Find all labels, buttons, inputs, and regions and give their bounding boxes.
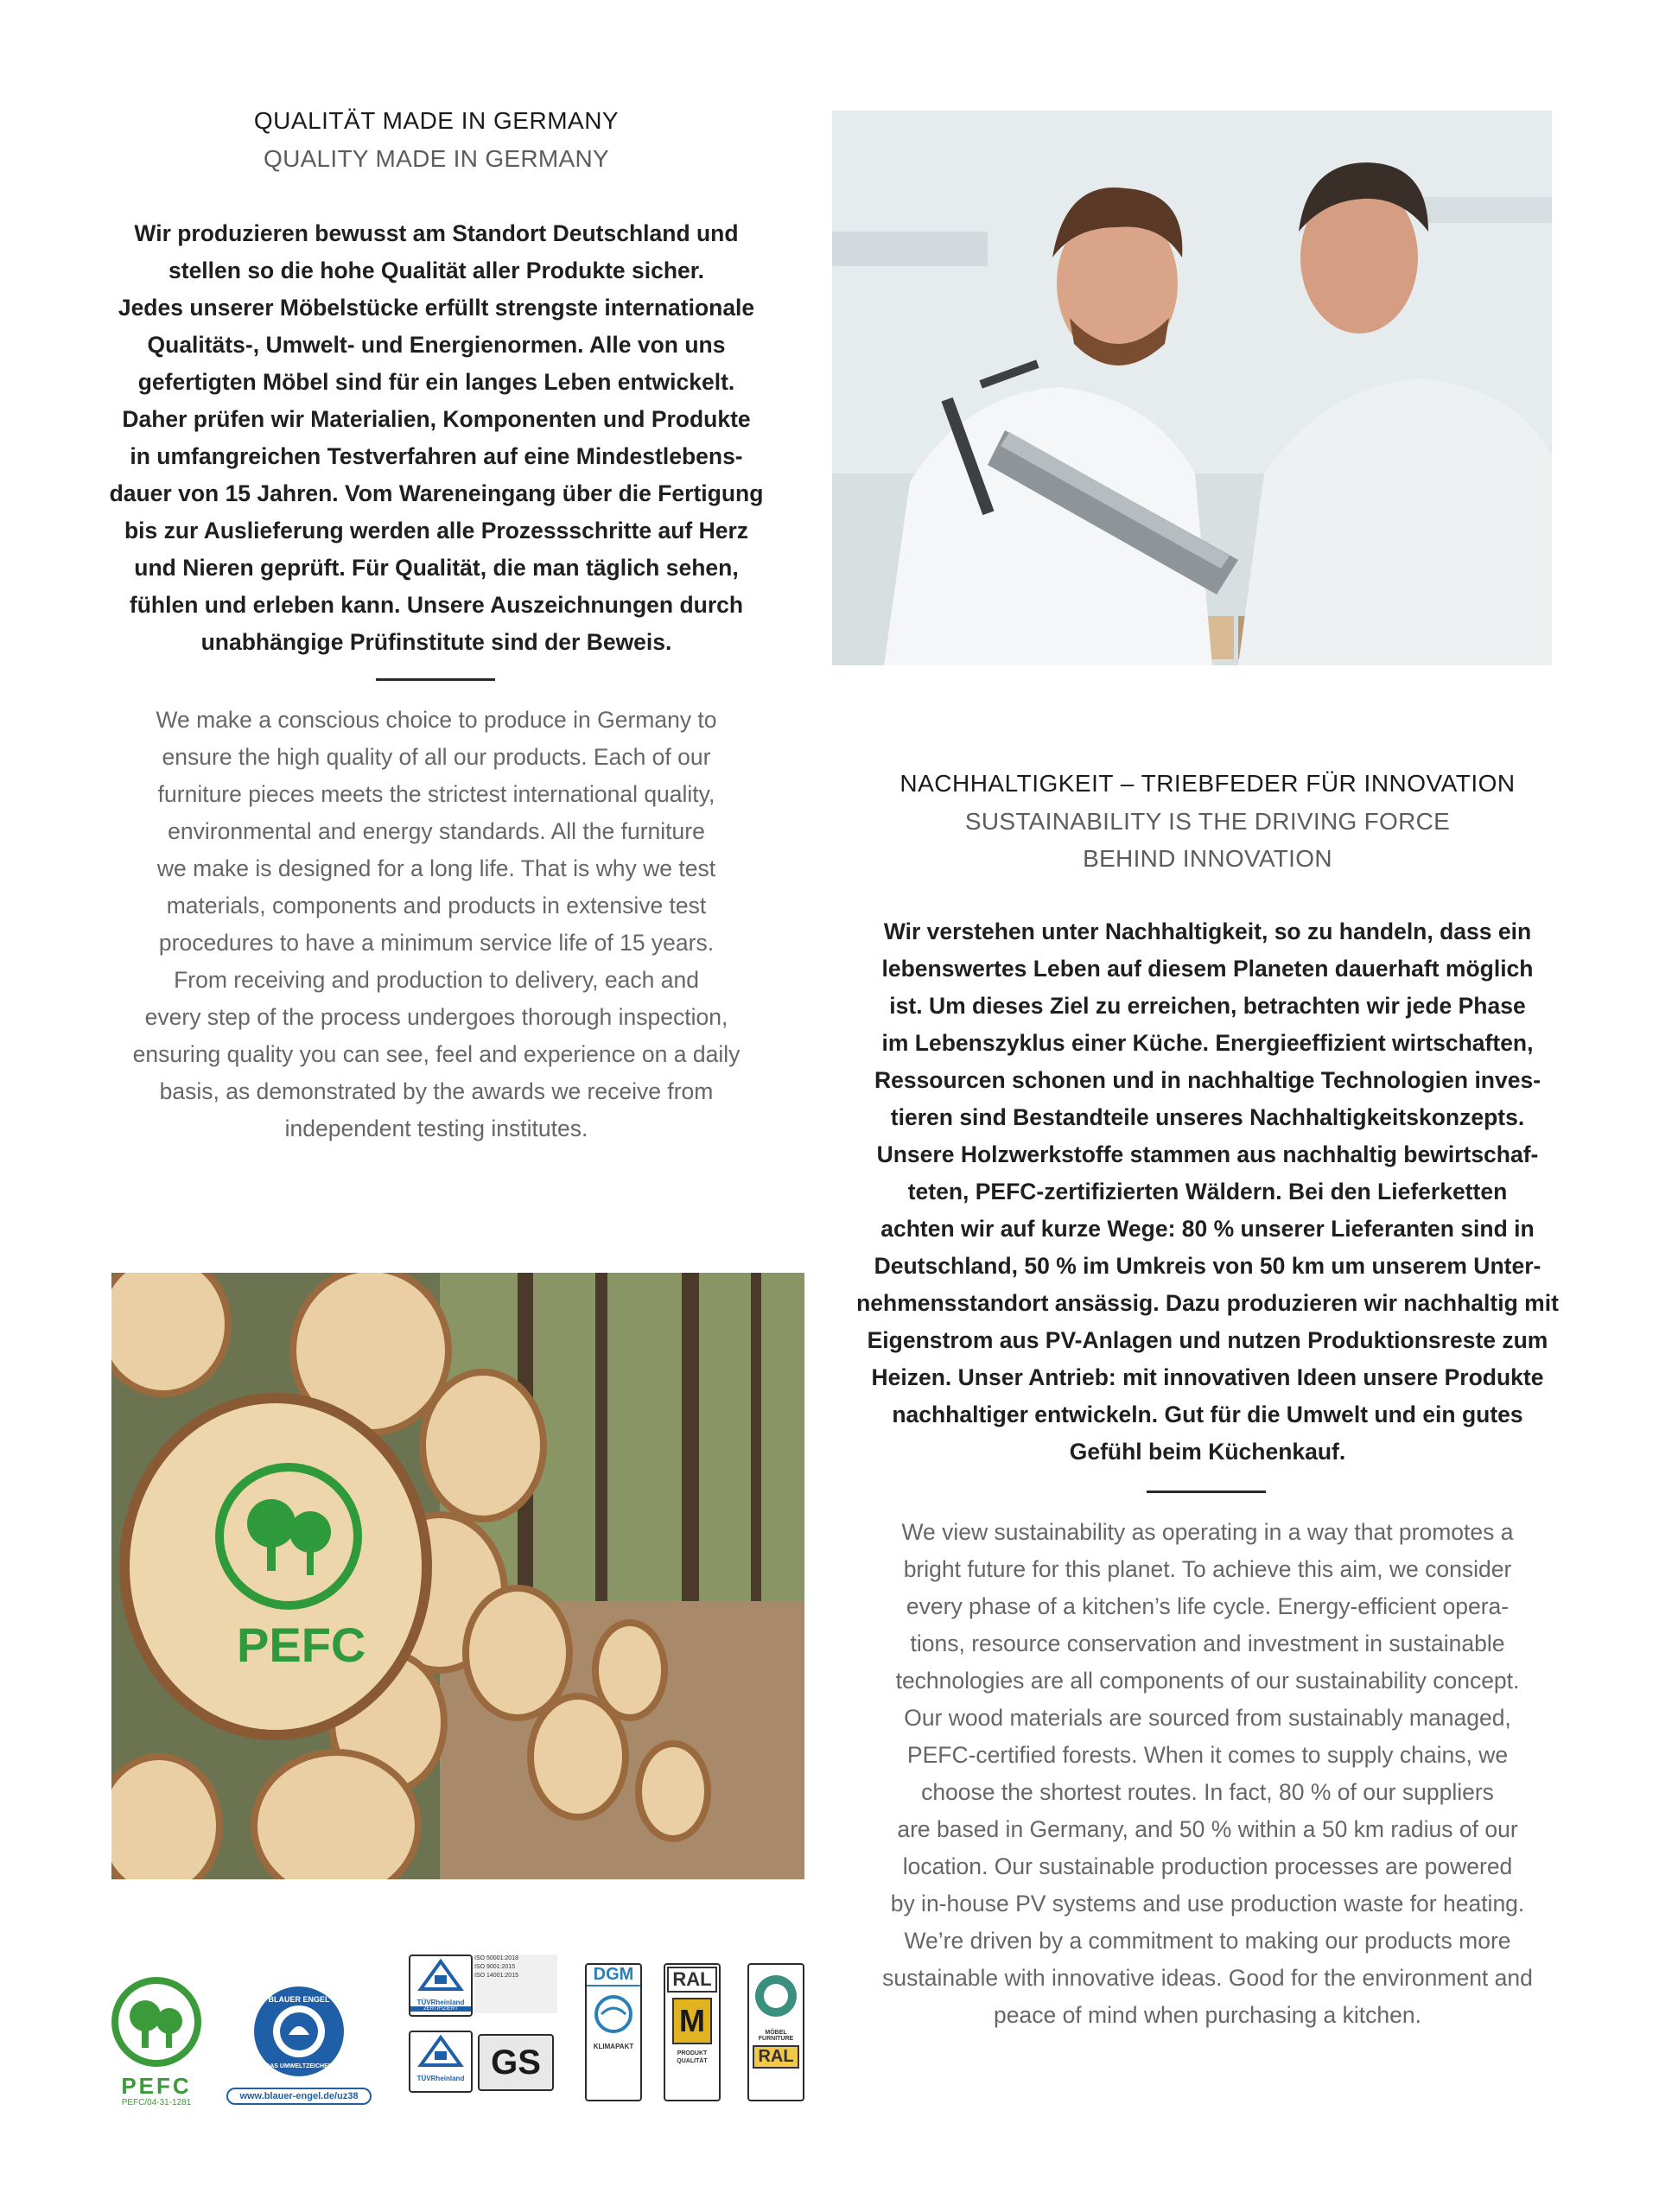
quality-section (86, 102, 786, 661)
text-line: Gefühl beim Küchenkauf. (1069, 1439, 1346, 1465)
ral-m-badge: M (672, 1998, 712, 2044)
text-line: teten, PEFC-zertifizierten Wäldern. Bei den Lieferketten (907, 1179, 1508, 1205)
pefc-logo (109, 1974, 204, 2107)
text-line: Eigenstrom aus PV-Anlagen und nutzen Produktionsreste zum (867, 1327, 1548, 1353)
text-line: materials, components and products in extensive test (166, 893, 707, 918)
sustainability-section (851, 765, 1564, 1471)
quality-title-en: QUALITY MADE IN GERMANY (263, 145, 609, 172)
iso-item: ISO 14001:2015 (474, 1973, 518, 1979)
blauer-engel-bottom-text: DAS UMWELTZEICHEN (265, 2063, 333, 2069)
text-line: Unsere Holzwerkstoffe stammen aus nachhaltig bewirtschaf- (876, 1141, 1539, 1167)
lab-illustration (832, 111, 1552, 665)
text-line: im Lebenszyklus einer Küche. Energieeffizient wirtschaften, (881, 1030, 1534, 1056)
text-line: lebenswertes Leben auf diesem Planeten dauerhaft möglich (881, 956, 1534, 982)
text-line: tions, resource conservation and investment in sustainable (910, 1630, 1505, 1656)
text-line: ist. Um dieses Ziel zu erreichen, betrachten wir jede Phase (889, 993, 1526, 1019)
text-line: independent testing institutes. (284, 1116, 588, 1141)
text-line: by in-house PV systems and use production waste for heating. (890, 1891, 1525, 1916)
section-divider (1147, 1491, 1266, 1493)
moebel-label: MÖBEL FURNITURE (758, 2030, 794, 2042)
text-line: choose the shortest routes. In fact, 80 % of our suppliers (921, 1779, 1494, 1805)
text-line: every phase of a kitchen’s life cycle. Energy-efficient opera- (906, 1593, 1510, 1619)
text-line: stellen so die hohe Qualität aller Produkte sicher. (168, 257, 704, 283)
tuv-iso-logos (409, 1955, 557, 2108)
tuv-logo-bottom (409, 2031, 473, 2093)
iso-item: ISO 9001:2015 (474, 1964, 516, 1970)
tuv-cert: ZERTIFIZIERT (410, 2006, 471, 2012)
tuv-triangle-icon (410, 1956, 471, 1994)
ral2-label: RAL (753, 2045, 799, 2069)
ral-m-logo (664, 1963, 721, 2101)
text-line: in umfangreichen Testverfahren auf eine Mindestlebens- (130, 443, 743, 469)
sustainability-title-en-line2: BEHIND INNOVATION (1083, 845, 1332, 872)
text-line: From receiving and production to delivery, each and (174, 967, 699, 993)
tuv-logo-top (409, 1955, 473, 2017)
gs-label: GS (491, 2044, 541, 2082)
text-line: bright future for this planet. To achieve this aim, we consider (903, 1556, 1512, 1582)
quality-body-de (86, 215, 786, 661)
text-line: technologies are all components of our sustainability concept. (895, 1668, 1520, 1694)
text-line: Wir verstehen unter Nachhaltigkeit, so zu handeln, dass ein (883, 918, 1532, 944)
lab-inspection-photo (832, 111, 1552, 665)
text-line: unabhängige Prüfinstitute sind der Beweis. (200, 629, 672, 655)
pefc-logs-photo (111, 1273, 804, 1879)
gs-logo (478, 2034, 554, 2091)
text-line: Ressourcen schonen und in nachhaltige Technologien inves- (874, 1067, 1541, 1093)
pefc-tree-icon (109, 1974, 204, 2069)
sustainability-title-de: NACHHALTIGKEIT – TRIEBFEDER FÜR INNOVATION (899, 770, 1516, 797)
sustainability-body-en (851, 1514, 1564, 2034)
dgm-label: DGM (587, 1965, 640, 1986)
dgm-sub: KLIMAPAKT (593, 2043, 634, 2050)
text-line: gefertigten Möbel sind für ein langes Leben entwickelt. (137, 369, 735, 395)
blauer-engel-icon (226, 1983, 372, 2078)
text-line: nachhaltiger entwickeln. Gut für die Umwelt und ein gutes (892, 1402, 1523, 1427)
tuv-label: TÜVRheinland (416, 2075, 465, 2082)
text-line: every step of the process undergoes thorough inspection, (144, 1004, 728, 1030)
text-line: Heizen. Unser Antrieb: mit innovativen Ideen unsere Produkte (871, 1364, 1544, 1390)
tuv-triangle-icon (410, 2032, 471, 2070)
text-line: Deutschland, 50 % im Umkreis von 50 km um unserem Unter- (874, 1253, 1541, 1279)
pefc-logo-code: PEFC/04-31-1281 (121, 2098, 192, 2107)
text-line: Qualitäts-, Umwelt- und Energienormen. Alle von uns (147, 332, 726, 358)
blauer-engel-logo (226, 1983, 372, 2104)
pefc-stamp-text: PEFC (237, 1618, 366, 1672)
logs-illustration (111, 1273, 804, 1879)
text-line: we make is designed for a long life. That is why we test (156, 855, 716, 881)
text-line: tieren sind Bestandteile unseres Nachhaltigkeitskonzepts. (890, 1104, 1525, 1130)
text-line: fühlen und erleben kann. Unsere Auszeichnungen durch (129, 592, 744, 618)
sustainability-body-de (851, 913, 1564, 1471)
pefc-logo-name: PEFC (121, 2073, 192, 2099)
iso-list (474, 1955, 557, 2013)
text-line: We’re driven by a commitment to making our products more (904, 1928, 1511, 1954)
dgm-klimapakt-logo (585, 1963, 642, 2101)
text-line: Jedes unserer Möbelstücke erfüllt strengste internationale (118, 295, 755, 321)
text-line: nehmensstandort ansässig. Dazu produzieren wir nachhaltig mit (856, 1290, 1559, 1316)
text-line: Our wood materials are sourced from sustainably managed, (904, 1705, 1511, 1731)
section-divider (376, 678, 495, 681)
ral-moebel-logo (747, 1963, 804, 2101)
text-line: are based in Germany, and 50 % within a 50 km radius of our (897, 1816, 1518, 1842)
text-line: sustainable with innovative ideas. Good for the environment and (882, 1965, 1533, 1991)
text-line: Wir produzieren bewusst am Standort Deutschland und (134, 220, 739, 246)
sustainability-title-en-line1: SUSTAINABILITY IS THE DRIVING FORCE (964, 808, 1451, 835)
text-line: peace of mind when purchasing a kitchen. (994, 2002, 1421, 2028)
quality-body-en (86, 702, 786, 1147)
text-line: location. Our sustainable production processes are powered (902, 1853, 1513, 1879)
text-line: ensure the high quality of all our products. Each of our (162, 744, 711, 770)
text-line: Daher prüfen wir Materialien, Komponenten und Produkte (122, 406, 751, 432)
ral-sub: PRODUKT QUALITÄT (677, 2050, 708, 2064)
text-line: achten wir auf kurze Wege: 80 % unserer Lieferanten sind in (880, 1216, 1535, 1242)
quality-title-de: QUALITÄT MADE IN GERMANY (253, 107, 620, 134)
text-line: und Nieren geprüft. Für Qualität, die man täglich sehen, (134, 555, 739, 581)
moebel-globe-icon (749, 1965, 803, 2025)
text-line: We make a conscious choice to produce in Germany to (156, 707, 717, 733)
text-line: bis zur Auslieferung werden alle Prozessschritte auf Herz (124, 518, 749, 543)
text-line: environmental and energy standards. All the furniture (168, 818, 705, 844)
ral-label: RAL (667, 1967, 717, 1993)
iso-item: ISO 50001:2018 (474, 1955, 518, 1961)
text-line: We view sustainability as operating in a way that promotes a (901, 1519, 1514, 1545)
text-line: PEFC-certified forests. When it comes to supply chains, we (906, 1742, 1509, 1768)
blauer-engel-top-text: BLAUER ENGEL (268, 1995, 330, 2004)
text-line: procedures to have a minimum service life of 15 years. (158, 930, 715, 956)
globe-icon (587, 1986, 640, 2038)
blauer-engel-url: www.blauer-engel.de/uz38 (226, 2088, 372, 2105)
tuv-label: TÜVRheinland (416, 1999, 465, 2006)
text-line: furniture pieces meets the strictest international quality, (157, 781, 715, 807)
text-line: basis, as demonstrated by the awards we receive from (159, 1078, 714, 1104)
text-line: ensuring quality you can see, feel and experience on a daily (132, 1041, 741, 1067)
text-line: dauer von 15 Jahren. Vom Wareneingang über die Fertigung (109, 480, 764, 506)
